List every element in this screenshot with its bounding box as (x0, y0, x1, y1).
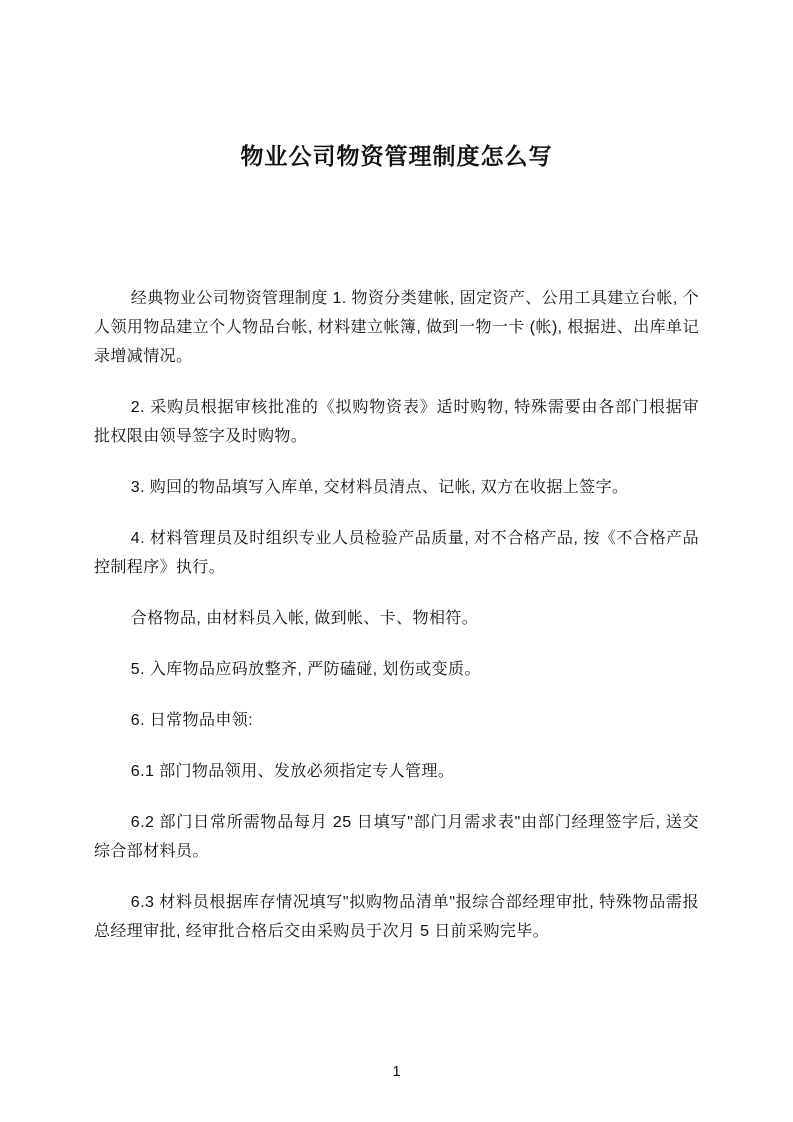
page-number: 1 (392, 1063, 401, 1080)
paragraph: 6.3 材料员根据库存情况填写"拟购物品清单"报综合部经理审批, 特殊物品需报总经理审批, 经审批合格后交由采购员于次月 5 日前采购完毕。 (94, 894, 699, 940)
paragraph: 5. 入库物品应码放整齐, 严防磕碰, 划伤或变质。 (130, 661, 481, 678)
paragraph: 4. 材料管理员及时组织专业人员检验产品质量, 对不合格产品, 按《不合格产品控制程序》执行。 (94, 530, 699, 576)
document-body (94, 284, 699, 946)
page-title: 物业公司物资管理制度怎么写 (240, 143, 553, 169)
paragraph: 6.1 部门物品领用、发放必须指定专人管理。 (130, 763, 455, 780)
paragraph: 合格物品, 由材料员入帐, 做到帐、卡、物相符。 (130, 610, 479, 627)
paragraph: 6. 日常物品申领: (130, 712, 254, 729)
paragraph: 2. 采购员根据审核批准的《拟购物资表》适时购物, 特殊需要由各部门根据审批权限由领导签字及时购物。 (94, 399, 699, 445)
paragraph: 经典物业公司物资管理制度 1. 物资分类建帐, 固定资产、公用工具建立台帐, 个人领用物品建立个人物品台帐, 材料建立帐簿, 做到一物一卡 (帐), 根据进、出库单记录增减情况。 (94, 290, 699, 365)
paragraph: 3. 购回的物品填写入库单, 交材料员清点、记帐, 双方在收据上签字。 (130, 479, 629, 496)
paragraph: 6.2 部门日常所需物品每月 25 日填写"部门月需求表"由部门经理签字后, 送交综合部材料员。 (94, 814, 699, 860)
